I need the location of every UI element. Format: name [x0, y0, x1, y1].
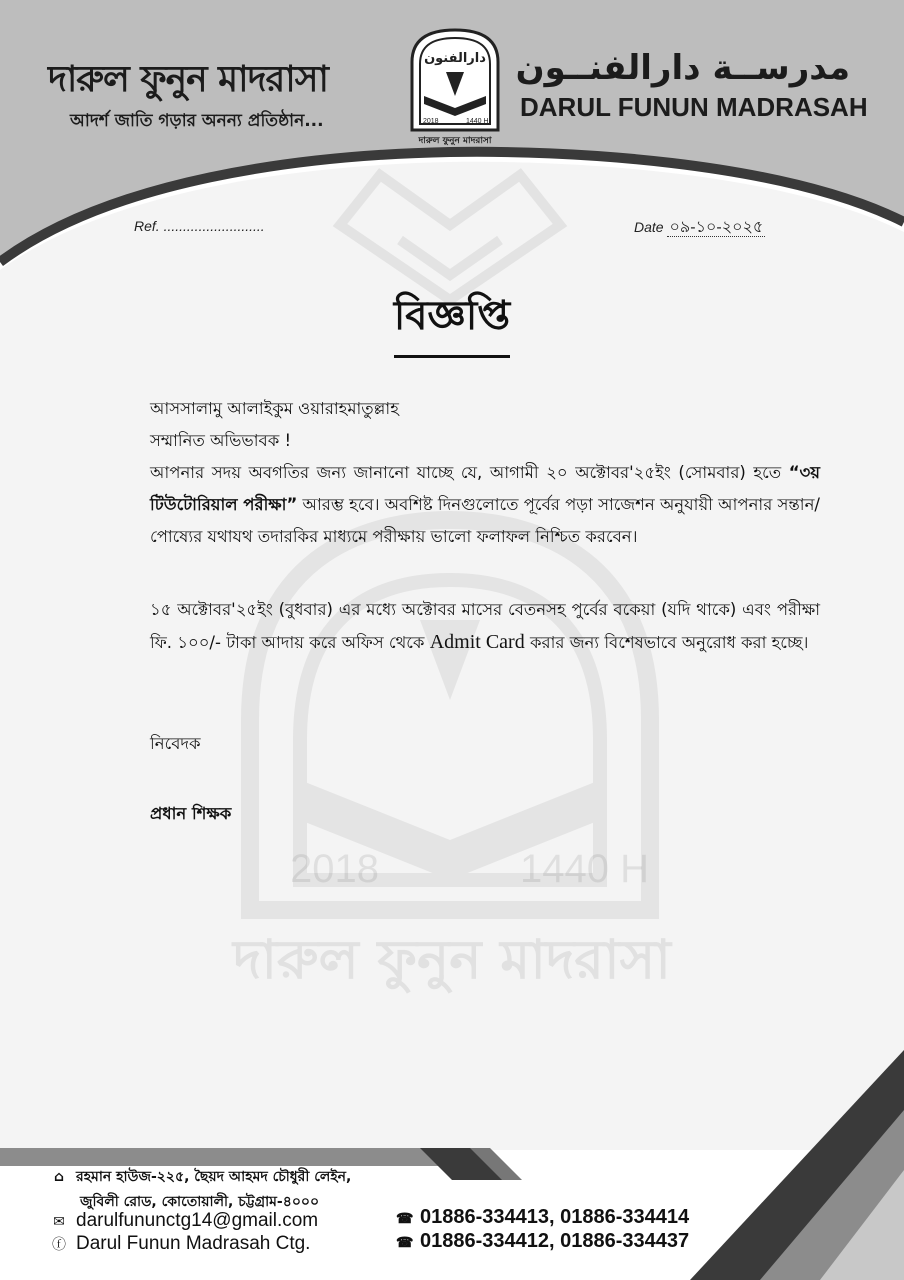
logo-caption: দারুল ফুনুন মাদরাসা: [418, 136, 492, 146]
madrasah-tagline: আদর্শ জাতি গড়ার অনন্য প্রতিষ্ঠান...: [70, 111, 324, 131]
email-text[interactable]: darulfununctg14@gmail.com: [76, 1210, 319, 1231]
logo-year-hijri: 1440 H: [466, 118, 489, 125]
salutation: সম্মানিত অভিভাবক !: [150, 431, 292, 450]
date-value: ০৯-১০-২০২৫: [669, 219, 764, 236]
facebook-text[interactable]: Darul Funun Madrasah Ctg.: [76, 1233, 311, 1254]
mail-icon: ✉: [53, 1213, 65, 1229]
watermark-name: দারুল ফুনুন মাদরাসা: [233, 928, 671, 991]
phone-icon: ☎: [396, 1210, 414, 1226]
madrasah-logo: [412, 30, 498, 147]
para1-end: আরম্ভ হবে। অবশিষ্ট দিনগুলোতে পূর্বের পড়া সাজেশন অনুযায়ী আপনার সন্তান/পোষ্যের যথাযথ তদারকির মাধ্যমে পরীক্ষায় ভালো ফলাফল নিশ্চিত করবেন।: [150, 495, 820, 546]
footer-email: [52, 1210, 318, 1232]
closing-text: নিবেদক: [150, 734, 201, 753]
phones2-text[interactable]: 01886-334412, 01886-334437: [420, 1230, 690, 1252]
notice-title: [300, 284, 604, 358]
para2-end: করার জন্য বিশেষভাবে অনুরোধ করা হচ্ছে।: [524, 633, 809, 652]
para1-start: আপনার সদয় অবগতির জন্য জানানো যাচ্ছে যে, আগামী ২০ অক্টোবর'২৫ইং (সোমবার) হতে: [150, 463, 789, 482]
watermark-year-greg: 2018: [290, 847, 379, 891]
signer-title: প্রধান শিক্ষক: [150, 804, 232, 823]
facebook-icon: ⓕ: [52, 1236, 66, 1252]
date-field: [634, 214, 765, 241]
admit-card-text: Admit Card: [429, 631, 525, 653]
logo-year-greg: 2018: [423, 118, 439, 125]
para2-start: ১৫ অক্টোবর'২৫ইং (বুধবার) এর মধ্যে অক্টোবর মাসের বেতনসহ পুর্বের বকেয়া (যদি থাকে) এবং পরীক্ষা ফি. ১০০/- টাকা আদায় করে অফিস থেকে: [150, 600, 820, 652]
notice-title-text: বিজ্ঞপ্তি: [394, 284, 510, 358]
greeting: আসসালামু আলাইকুম ওয়ারাহমাতুল্লাহ: [150, 399, 399, 418]
footer-phones-1: [396, 1206, 689, 1229]
madrasah-name-english: DARUL FUNUN MADRASAH: [520, 92, 868, 122]
madrasah-name-bengali: দারুল ফুনুন মাদরাসা: [48, 59, 328, 100]
home-icon: ⌂: [53, 1169, 65, 1185]
footer-address-line1: [52, 1165, 351, 1189]
ref-field: Ref. ..........................: [134, 218, 265, 234]
footer-phones-2: [396, 1230, 689, 1253]
madrasah-name-arabic: مدرســة دارالفنــون: [515, 48, 850, 88]
phone-icon: ☎: [396, 1234, 414, 1250]
logo-arabic: دارالفنون: [424, 51, 486, 66]
exam-name: “৩য় টিউটোরিয়াল পরীক্ষা”: [150, 463, 820, 514]
footer-facebook: [52, 1233, 310, 1255]
watermark-year-hijri: 1440 H: [520, 847, 649, 891]
phones1-text[interactable]: 01886-334413, 01886-334414: [420, 1206, 690, 1228]
footer-band-light: [0, 1148, 480, 1166]
paragraph-exam-notice: [150, 457, 820, 553]
footer-address-line2: জুবিলী রোড, কোতোয়ালী, চট্টগ্রাম-৪০০০: [80, 1194, 320, 1210]
paragraph-fee-notice: [150, 594, 820, 659]
address-line1-text: রহমান হাউজ-২২৫, ছৈয়দ আহমদ চৌধুরী লেইন,: [76, 1169, 352, 1185]
date-label: Date: [634, 219, 664, 235]
